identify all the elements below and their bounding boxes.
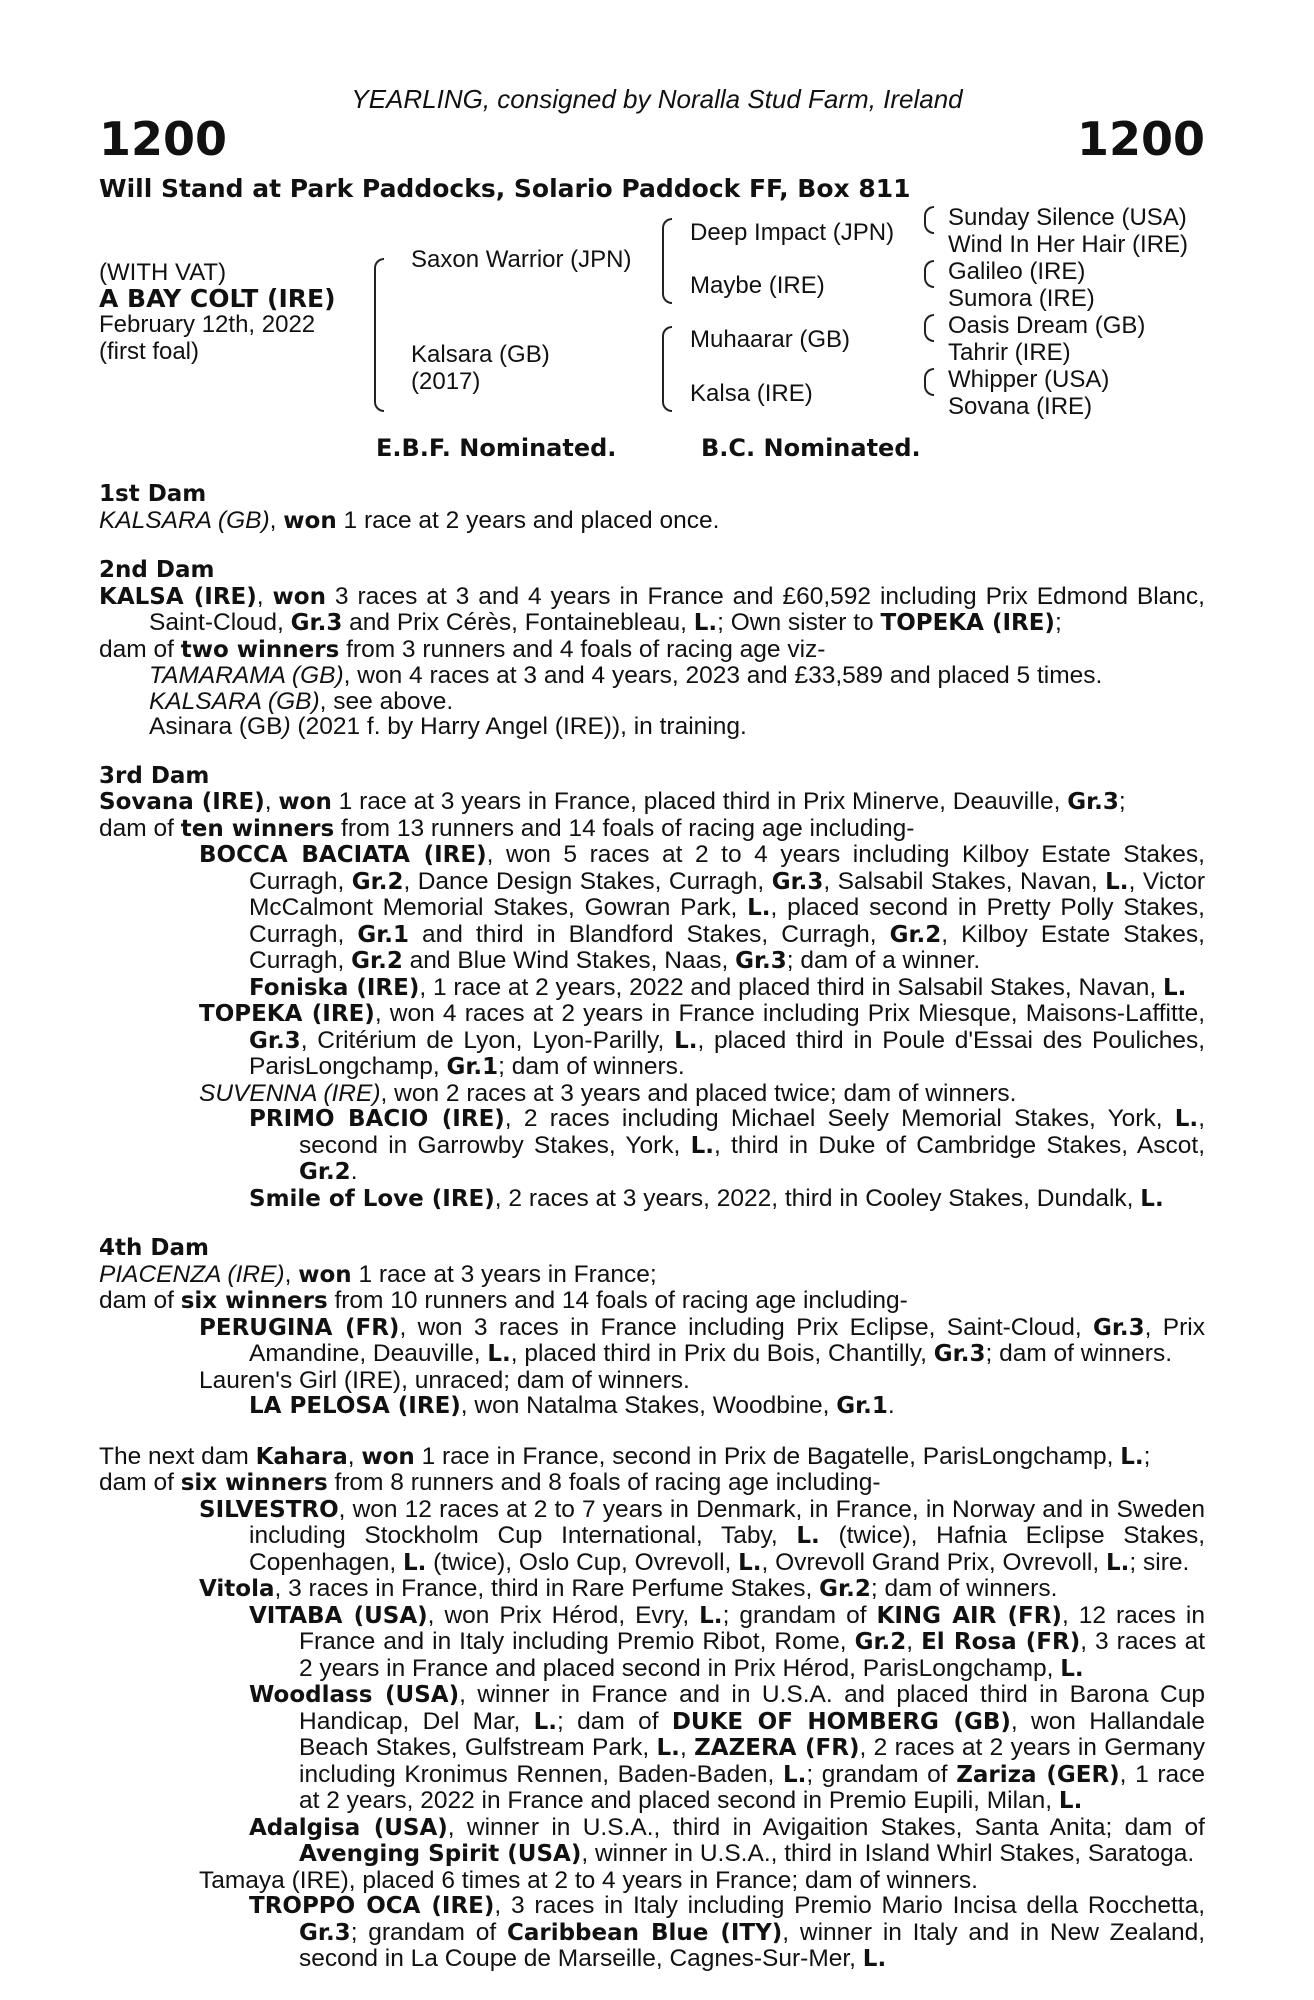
- pedigree-sss: Sunday Silence (USA): [948, 204, 1187, 231]
- pedigree-dam-sire: Muhaarar (GB): [690, 326, 851, 353]
- pedigree-dds: Whipper (USA): [948, 366, 1110, 393]
- produce-record: dam of two winners from 3 runners and 4 foals of racing age viz-: [99, 635, 826, 663]
- pedigree-dam-year: (2017): [411, 368, 481, 395]
- pedigree-bracket: [374, 258, 384, 412]
- pedigree-bracket: [662, 326, 672, 412]
- produce-record: Smile of Love (IRE), 2 races at 3 years, 2022, third in Cooley Stakes, Dundalk, L.: [249, 1184, 1164, 1212]
- pedigree-section: [99, 1236, 1205, 1420]
- pedigree-ddd: Sovana (IRE): [948, 393, 1093, 420]
- produce-record: Adalgisa (USA), winner in U.S.A., third in Avigaition Stakes, Santa Anita; dam of Avenging Spirit (USA), winner in U.S.A., third in Island Whirl Stakes, Saratoga.: [249, 1813, 1205, 1867]
- pedigree-sdd: Sumora (IRE): [948, 285, 1095, 312]
- pedigree-bracket: [924, 314, 934, 342]
- produce-record: LA PELOSA (IRE), won Natalma Stakes, Woodbine, Gr.1.: [249, 1392, 895, 1419]
- produce-record: KALSA (IRE), won 3 races at 3 and 4 years in France and £60,592 including Prix Edmond Blanc, Saint-Cloud, Gr.3 and Prix Cérès, Fontainebleau, L.; Own sister to TOPEKA (IRE);: [99, 582, 1205, 636]
- produce-record: KALSARA (GB), won 1 race at 2 years and placed once.: [99, 506, 720, 534]
- produce-record: Asinara (GB) (2021 f. by Harry Angel (IRE)), in training.: [149, 713, 747, 740]
- produce-record: dam of six winners from 10 runners and 14 foals of racing age including-: [99, 1287, 908, 1314]
- produce-record: Tamaya (IRE), placed 6 times at 2 to 4 years in France; dam of winners.: [199, 1866, 978, 1894]
- pedigree-dam-dam: Kalsa (IRE): [690, 380, 813, 407]
- section-heading: 3rd Dam: [99, 762, 210, 789]
- lot-number-left: 1200: [99, 112, 228, 166]
- ebf-nomination: E.B.F. Nominated.: [376, 434, 617, 462]
- produce-record: Foniska (IRE), 1 race at 2 years, 2022 and placed third in Salsabil Stakes, Navan, L.: [249, 973, 1187, 1001]
- produce-record: BOCCA BACIATA (IRE), won 5 races at 2 to 4 years including Kilboy Estate Stakes, Curragh, Gr.2, Dance Design Stakes, Curragh, Gr.3, Salsabil Stakes, Navan, L., Victor McCalmont Memorial Stakes, Gowran Park, L., placed second in Pretty Polly Stakes, Curragh, Gr.1 and third in Blandford Stakes, Curragh, Gr.2, Kilboy Estate Stakes, Curragh, Gr.2 and Blue Wind Stakes, Naas, Gr.3; dam of a winner.: [199, 841, 1206, 974]
- produce-record: Lauren's Girl (IRE), unraced; dam of winners.: [199, 1366, 690, 1394]
- pedigree-bracket: [924, 206, 934, 234]
- produce-record: Sovana (IRE), won 1 race at 3 years in France, placed third in Prix Minerve, Deauville, Gr.3;: [99, 788, 1126, 815]
- pedigree-sire-sire: Deep Impact (JPN): [690, 219, 895, 246]
- produce-record: PERUGINA (FR), won 3 races in France including Prix Eclipse, Saint-Cloud, Gr.3, Prix Amandine, Deauville, L., placed third in Prix du Bois, Chantilly, Gr.3; dam of winners.: [199, 1313, 1205, 1367]
- pedigree-section: [99, 764, 1205, 1213]
- section-heading: 2nd Dam: [99, 557, 215, 583]
- pedigree-sire-dam: Maybe (IRE): [690, 272, 825, 299]
- pedigree-sds: Galileo (IRE): [948, 258, 1086, 285]
- catalogue-body: [99, 482, 1205, 1973]
- lot-number-right: 1200: [1076, 112, 1205, 166]
- produce-record: The next dam Kahara, won 1 race in France, second in Prix de Bagatelle, ParisLongchamp, L.;: [99, 1442, 1151, 1470]
- produce-record: PIACENZA (IRE), won 1 race at 3 years in France;: [99, 1260, 657, 1288]
- bc-nomination: B.C. Nominated.: [701, 434, 921, 462]
- horse-foal-note: (first foal): [99, 338, 200, 365]
- produce-record: VITABA (USA), won Prix Hérod, Evry, L.; grandam of KING AIR (FR), 12 races in France and in Italy including Premio Ribot, Rome, Gr.2, El Rosa (FR), 3 races at 2 years in France and placed second in Prix Hérod, ParisLongchamp, L.: [249, 1601, 1205, 1682]
- section-heading: 1st Dam: [99, 481, 207, 507]
- pedigree-bracket: [924, 260, 934, 288]
- produce-record: TAMARAMA (GB), won 4 races at 3 and 4 years, 2023 and £33,589 and placed 5 times.: [149, 662, 1103, 689]
- pedigree-dam: Kalsara (GB): [411, 341, 550, 368]
- horse-name: A BAY COLT (IRE): [99, 284, 336, 313]
- produce-record: TROPPO OCA (IRE), 3 races in Italy including Premio Mario Incisa della Rocchetta, Gr.3; grandam of Caribbean Blue (ITY), winner in Italy and in New Zealand, second in La Coupe de Marseille, Cagnes-Sur-Mer, L.: [249, 1892, 1206, 1972]
- horse-dob: February 12th, 2022: [99, 311, 316, 338]
- produce-record: SILVESTRO, won 12 races at 2 to 7 years in Denmark, in France, in Norway and in Sweden including Stockholm Cup International, Taby, L. (twice), Hafnia Eclipse Stakes, Copenhagen, L. (twice), Oslo Cup, Ovrevoll, L., Ovrevoll Grand Prix, Ovrevoll, L.; sire.: [199, 1495, 1205, 1576]
- produce-record: dam of six winners from 8 runners and 8 foals of racing age including-: [99, 1469, 881, 1496]
- vat-note: (WITH VAT): [99, 259, 227, 286]
- pedigree-bracket: [662, 218, 672, 304]
- produce-record: SUVENNA (IRE), won 2 races at 3 years and placed twice; dam of winners.: [199, 1079, 1017, 1107]
- produce-record: Woodlass (USA), winner in France and in U.S.A. and placed third in Barona Cup Handicap, Del Mar, L.; dam of DUKE OF HOMBERG (GB), won Hallandale Beach Stakes, Gulfstream Park, L., ZAZERA (FR), 2 races at 2 years in Germany including Kronimus Rennen, Baden-Baden, L.; grandam of Zariza (GER), 1 race at 2 years, 2022 in France and placed second in Premio Eupili, Milan, L.: [249, 1681, 1206, 1814]
- pedigree-dss: Oasis Dream (GB): [948, 312, 1146, 339]
- pedigree-bracket: [924, 368, 934, 396]
- produce-record: Vitola, 3 races in France, third in Rare Perfume Stakes, Gr.2; dam of winners.: [199, 1575, 1058, 1602]
- consignment-line: YEARLING, consigned by Noralla Stud Farm, Ireland: [351, 84, 963, 114]
- pedigree-section: [99, 482, 1205, 534]
- pedigree-sire: Saxon Warrior (JPN): [411, 246, 632, 273]
- stand-location: Will Stand at Park Paddocks, Solario Paddock FF, Box 811: [99, 174, 911, 203]
- produce-record: PRIMO BACIO (IRE), 2 races including Michael Seely Memorial Stakes, York, L., second in Garrowby Stakes, York, L., third in Duke of Cambridge Stakes, Ascot, Gr.2.: [249, 1105, 1205, 1185]
- produce-record: KALSARA (GB), see above.: [149, 687, 454, 715]
- produce-record: dam of ten winners from 13 runners and 14 foals of racing age including-: [99, 814, 915, 842]
- pedigree-ssd: Wind In Her Hair (IRE): [948, 231, 1189, 258]
- section-heading: 4th Dam: [99, 1235, 209, 1261]
- pedigree-section: [99, 558, 1205, 740]
- pedigree-dsd: Tahrir (IRE): [948, 339, 1071, 366]
- pedigree-section: [99, 1444, 1205, 1973]
- produce-record: TOPEKA (IRE), won 4 races at 2 years in France including Prix Miesque, Maisons-Laffitte, Gr.3, Critérium de Lyon, Lyon-Parilly, L., placed third in Poule d'Essai des Pouliches, ParisLongchamp, Gr.1; dam of winners.: [199, 1000, 1205, 1080]
